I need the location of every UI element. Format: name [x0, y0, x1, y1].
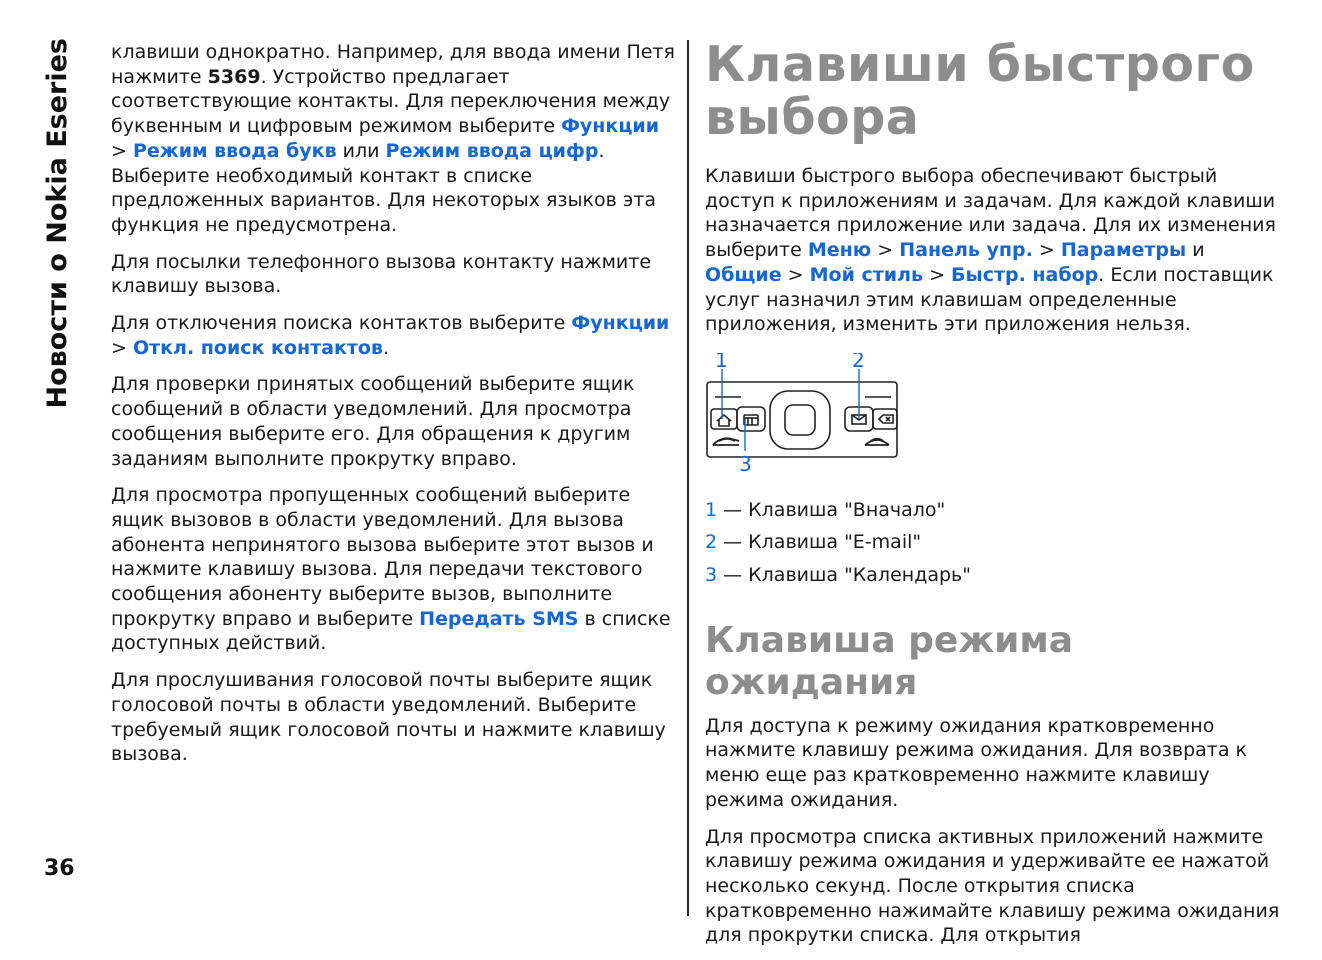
text: . Если поставщик услуг назначил этим клавишам определенные приложения, изменить эти приложения нельзя. — [705, 263, 1274, 336]
legend-item — [705, 530, 1280, 555]
end-key — [865, 440, 889, 445]
column-divider — [687, 40, 689, 916]
sidebar — [38, 38, 78, 428]
text: в списке доступных действий. — [111, 607, 671, 655]
paragraph — [111, 483, 676, 656]
text: или — [336, 139, 386, 162]
call-key — [713, 439, 739, 445]
section-title-vertical: Новости о Nokia Eseries — [42, 38, 73, 409]
right-column — [705, 38, 1280, 960]
legend-item — [705, 498, 1280, 523]
menu-link-settings[interactable]: Параметры — [1060, 239, 1187, 262]
text: Клавиши быстрого выбора обеспечивают быстрый доступ к приложениям и задачам. Для каждой клавиши назначается приложение или задача. Для их изменения выберите — [705, 165, 1276, 262]
text: Для отключения поиска контактов выберите — [111, 312, 572, 335]
paragraph — [705, 164, 1280, 337]
callout-2: 2 — [852, 352, 865, 372]
menu-link-number-mode[interactable]: Режим ввода цифр — [385, 139, 599, 162]
legend-number: 1 — [705, 498, 718, 521]
left-column — [111, 40, 676, 779]
key-legend — [705, 498, 1280, 588]
paragraph: Для проверки принятых сообщений выберите ящик сообщений в области уведомлений. Для просмотра сообщения выберите его. Для обращения к другим заданиям выполните прокрутку вправо. — [111, 373, 635, 470]
paragraph — [111, 40, 676, 238]
call-key-handset — [719, 438, 735, 441]
separator: > — [923, 263, 952, 286]
menu-link-speed-dial[interactable]: Быстр. набор — [951, 263, 1099, 286]
calendar-key — [737, 407, 765, 431]
callout-3: 3 — [739, 451, 752, 473]
paragraph — [111, 311, 676, 360]
menu-link-functions[interactable]: Функции — [561, 115, 660, 138]
legend-number: 3 — [705, 564, 718, 587]
legend-text: — Клавиша "Вначало" — [717, 498, 946, 521]
key-sequence: 5369 — [207, 65, 261, 88]
menu-link-functions[interactable]: Функции — [571, 312, 670, 335]
text: . Выберите необходимый контакт в списке предложенных вариантов. Для некоторых языков эта функция не предусмотрена. — [111, 139, 657, 236]
menu-link-menu[interactable]: Меню — [807, 239, 872, 262]
text: клавиши однократно. Например, для ввода имени Петя нажмите — [111, 41, 675, 88]
page-number: 36 — [44, 856, 75, 881]
menu-link-disable-contact-search[interactable]: Откл. поиск контактов — [132, 336, 383, 359]
legend-text: — Клавиша "Календарь" — [717, 564, 971, 587]
heading-standby-key: Клавиша режима ожидания — [705, 619, 1074, 703]
keypad-figure — [705, 353, 905, 473]
text: . Устройство предлагает соответствующие контакты. Для переключения между буквенным и цифровым режимом выберите — [111, 65, 671, 138]
separator: > — [871, 239, 900, 262]
text: и — [1186, 239, 1205, 262]
heading-quick-keys: Клавиши быстрого выбора — [705, 36, 1255, 146]
legend-text: — Клавиша "E-mail" — [717, 531, 922, 554]
navigation-key-center — [785, 405, 815, 435]
legend-item — [705, 563, 1280, 588]
paragraph: Для прослушивания голосовой почты выберите ящик голосовой почты в области уведомлений. Выберите требуемый ящик голосовой почты и нажмите клавишу вызова. — [111, 669, 666, 766]
text: . — [382, 336, 389, 359]
separator: > — [781, 263, 810, 286]
callout-1: 1 — [715, 352, 728, 372]
legend-number: 2 — [705, 531, 718, 554]
separator: > — [111, 139, 133, 162]
menu-link-control-panel[interactable]: Панель упр. — [899, 239, 1033, 262]
menu-link-send-sms[interactable]: Передать SMS — [419, 607, 579, 630]
navigation-key-outer — [770, 391, 830, 449]
text: Для просмотра пропущенных сообщений выберите ящик вызовов в области уведомлений. Для вызова абонента непринятого вызова выберите этот вызов и нажмите клавишу вызова. Для передачи текстового сообщения абоненту выберите вызов, выполните прокрутку вправо и выберите — [111, 484, 654, 630]
home-icon — [717, 415, 731, 426]
menu-link-letter-mode[interactable]: Режим ввода букв — [132, 139, 337, 162]
menu-link-my-style[interactable]: Мой стиль — [809, 263, 924, 286]
paragraph: Для просмотра списка активных приложений нажмите клавишу режима ожидания и удерживайте ее нажатой несколько секунд. После открытия списка кратковременно нажимайте клавишу режима ожидания для прокрутки списка. Для открытия — [705, 825, 1280, 947]
menu-link-general[interactable]: Общие — [705, 263, 782, 286]
clear-icon — [879, 415, 893, 423]
paragraph: Для доступа к режиму ожидания кратковременно нажмите клавишу режима ожидания. Для возврата к меню еще раз кратковременно нажмите клавишу режима ожидания. — [705, 714, 1248, 811]
separator: > — [1032, 239, 1061, 262]
separator: > — [111, 336, 133, 359]
paragraph: Для посылки телефонного вызова контакту нажмите клавишу вызова. — [111, 250, 652, 298]
calendar-icon — [744, 415, 758, 425]
